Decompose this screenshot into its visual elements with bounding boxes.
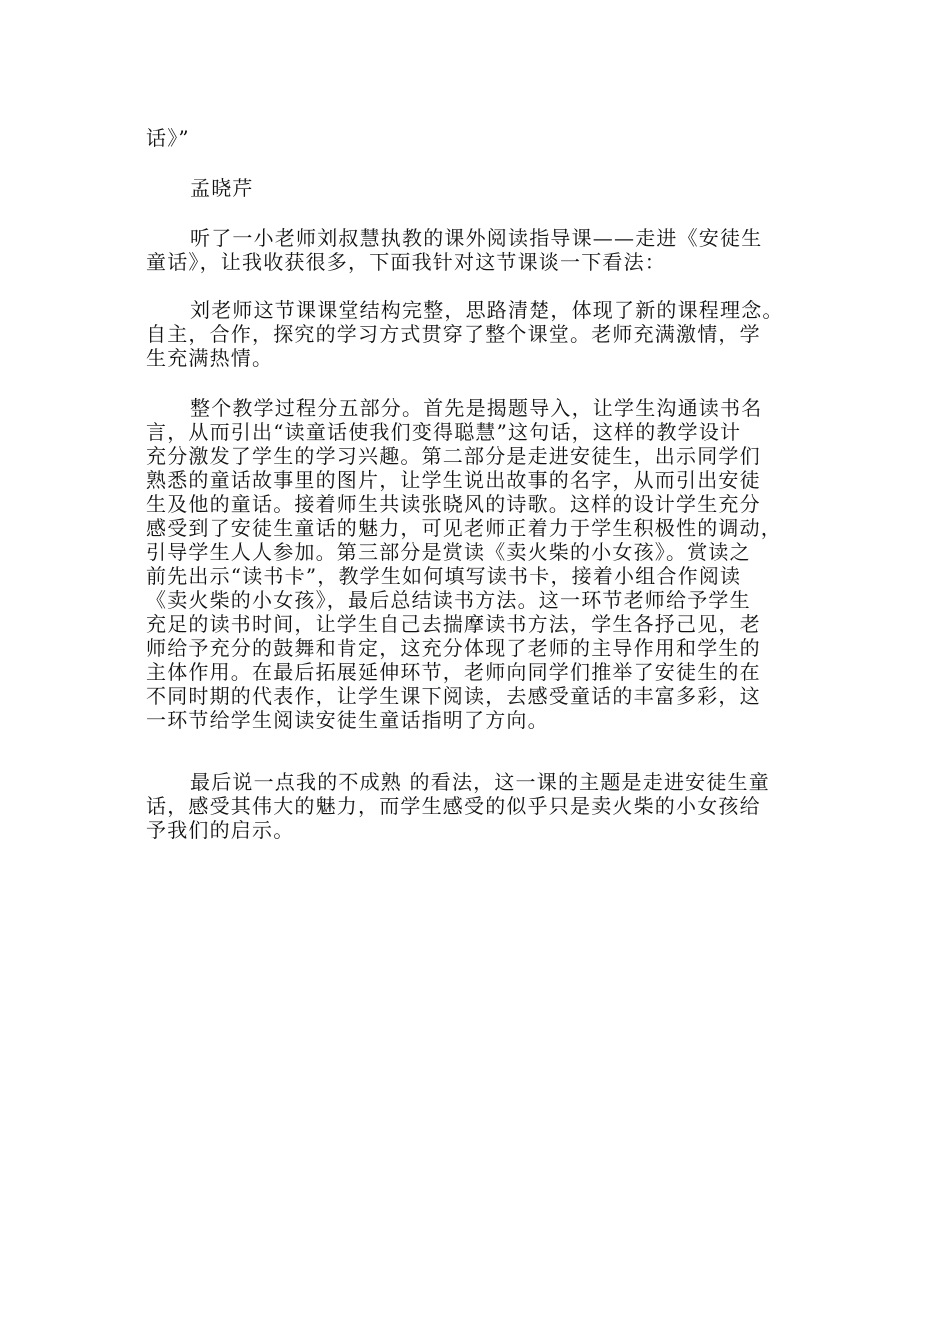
- text-line: 熟悉的童话故事里的图片，让学生说出故事的名字，从而引出安徒: [146, 468, 761, 492]
- text-line: 予我们的启示。: [146, 818, 295, 842]
- text-line: 最后说一点我的不成熟 的看法，这一课的主题是走进安徒生童: [190, 770, 770, 794]
- author-name: [146, 176, 826, 200]
- text-line: 话，感受其伟大的魅力，而学生感受的似乎只是卖火柴的小女孩给: [146, 794, 761, 818]
- paragraph-4: [146, 770, 826, 842]
- text-line: 生及他的童话。接着师生共读张晓风的诗歌。这样的设计学生充分: [146, 492, 761, 516]
- text-line: 主体作用。在最后拓展延伸环节，老师向同学们推举了安徒生的在: [146, 660, 761, 684]
- text-line: 一环节给学生阅读安徒生童话指明了方向。: [146, 708, 549, 732]
- author-line: 孟晓芹: [190, 176, 254, 200]
- text-line: 刘老师这节课课堂结构完整，思路清楚，体现了新的课程理念。: [190, 298, 784, 322]
- paragraph-1: [146, 226, 826, 274]
- text-line: 前先出示“读书卡”，教学生如何填写读书卡，接着小组合作阅读: [146, 564, 742, 588]
- text-line: 自主，合作，探究的学习方式贯穿了整个课堂。老师充满激情，学: [146, 322, 761, 346]
- continuation-line: [146, 126, 826, 150]
- text-line: 引导学生人人参加。第三部分是赏读《卖火柴的小女孩》。赏读之: [146, 540, 751, 564]
- text-line: 言，从而引出“读童话使我们变得聪慧”这句话，这样的教学设计: [146, 420, 742, 444]
- paragraph-3: [146, 396, 826, 732]
- text-line: 充分激发了学生的学习兴趣。第二部分是走进安徒生，出示同学们: [146, 444, 761, 468]
- text-line: 话》”: [146, 126, 190, 150]
- text-line: 充足的读书时间，让学生自己去揣摩读书方法，学生各抒己见，老: [146, 612, 761, 636]
- text-line: 师给予充分的鼓舞和肯定，这充分体现了老师的主导作用和学生的: [146, 636, 761, 660]
- text-line: 感受到了安徒生童话的魅力，可见老师正着力于学生积极性的调动，: [146, 516, 782, 540]
- text-line: 听了一小老师刘叔慧执教的课外阅读指导课——走进《安徒生: [190, 226, 763, 250]
- text-line: 生充满热情。: [146, 346, 274, 370]
- text-line: 童话》，让我收获很多，下面我针对这节课谈一下看法：: [146, 250, 666, 274]
- text-line: 整个教学过程分五部分。首先是揭题导入，让学生沟通读书名: [190, 396, 763, 420]
- paragraph-2: [146, 298, 826, 370]
- text-line: 不同时期的代表作，让学生课下阅读，去感受童话的丰富多彩，这: [146, 684, 761, 708]
- text-line: 《卖火柴的小女孩》，最后总结读书方法。这一环节老师给予学生: [146, 588, 751, 612]
